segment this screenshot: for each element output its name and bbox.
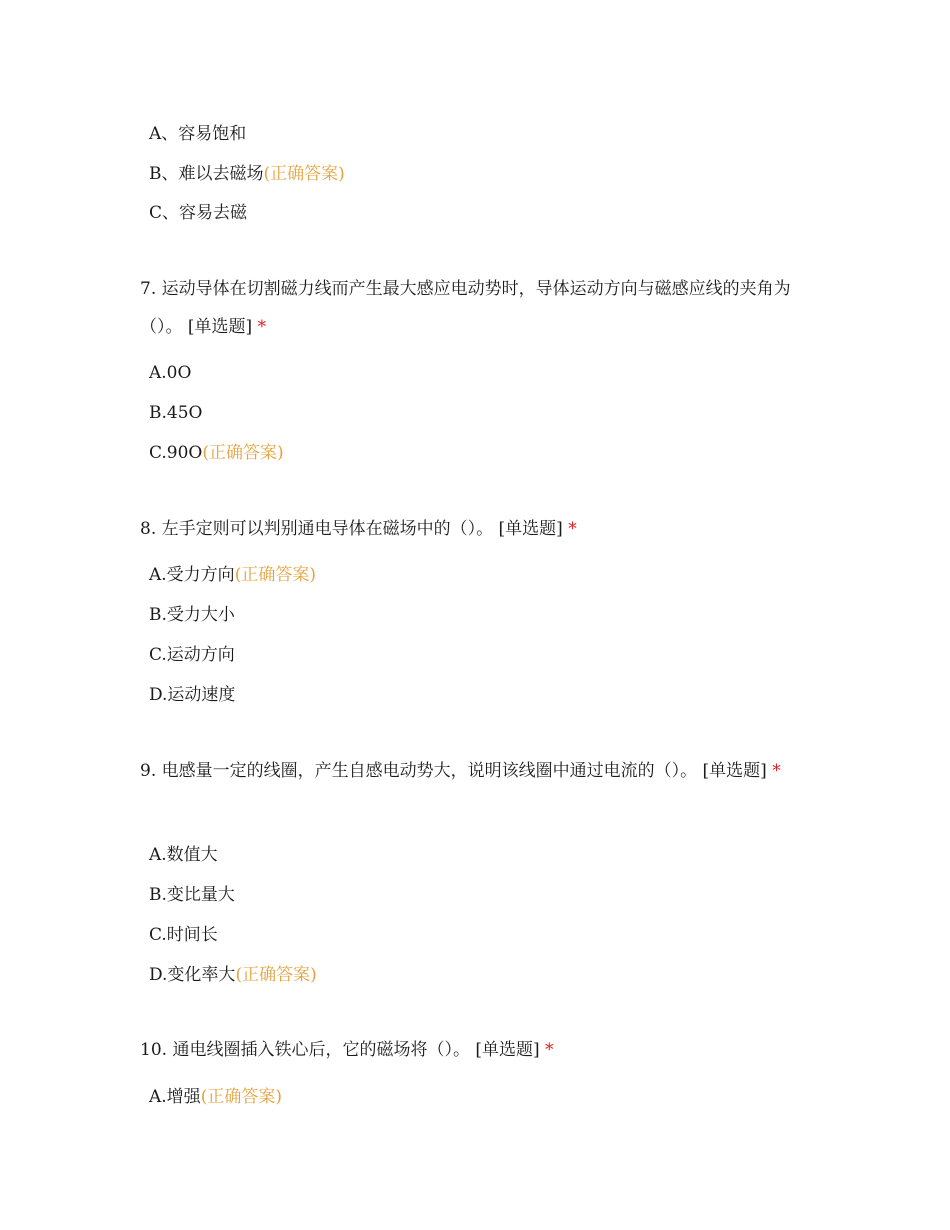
question-type: [单选题] [187,317,253,337]
option-q6-c [149,202,247,224]
correct-answer-tag: (正确答案) [202,443,284,463]
option-label: D.变化率大 [149,965,236,985]
option-q9-c [149,924,218,946]
question-9-title [140,752,830,790]
question-number: 10. [140,1040,168,1060]
question-10-title [140,1031,830,1069]
option-label: B、难以去磁场 [149,164,264,184]
required-mark: * [568,519,577,539]
correct-answer-tag: (正确答案) [234,565,316,585]
option-label: A.增强 [149,1087,201,1107]
option-label: C.时间长 [149,925,218,945]
option-q9-a [149,844,218,866]
question-8-title [140,510,830,548]
correct-answer-tag: (正确答案) [235,965,317,985]
question-text: 通电线圈插入铁心后，它的磁场将（）。 [172,1040,470,1060]
option-label: A、容易饱和 [149,124,247,144]
option-label: C.90O [149,443,203,463]
option-label: A.0O [149,363,192,383]
option-label: B.受力大小 [149,605,235,625]
option-q7-a [149,362,191,384]
option-q9-d [149,964,317,986]
correct-answer-tag: (正确答案) [200,1087,282,1107]
option-q8-b [149,604,235,626]
question-number: 7. [140,279,157,299]
option-q8-d [149,684,235,706]
option-label: B.45O [149,403,203,423]
question-text: 运动导体在切割磁力线而产生最大感应电动势时，导体运动方向与磁感应线的夹角为（）。 [140,279,791,337]
option-q10-a [149,1086,282,1108]
question-text: 左手定则可以判别通电导体在磁场中的（）。 [161,519,494,539]
option-q6-b [149,163,345,185]
option-q7-c [149,442,284,464]
option-q9-b [149,884,235,906]
question-7-title [140,270,830,346]
question-type: [单选题] [702,761,767,781]
option-label: A.数值大 [149,845,218,865]
option-label: B.变比量大 [149,885,235,905]
required-mark: * [545,1040,554,1060]
question-type: [单选题] [475,1040,540,1060]
question-text: 电感量一定的线圈，产生自感电动势大，说明该线圈中通过电流的（）。 [161,761,698,781]
option-label: C、容易去磁 [149,203,248,223]
option-q8-a [149,564,316,586]
option-q8-c [149,644,235,666]
required-mark: * [772,761,781,781]
option-q6-a [149,123,246,145]
question-number: 8. [140,519,157,539]
option-label: D.运动速度 [149,685,236,705]
option-q7-b [149,402,202,424]
question-number: 9. [140,761,157,781]
question-type: [单选题] [498,519,563,539]
option-label: C.运动方向 [149,645,235,665]
required-mark: * [257,317,267,337]
correct-answer-tag: (正确答案) [263,164,345,184]
option-label: A.受力方向 [149,565,235,585]
